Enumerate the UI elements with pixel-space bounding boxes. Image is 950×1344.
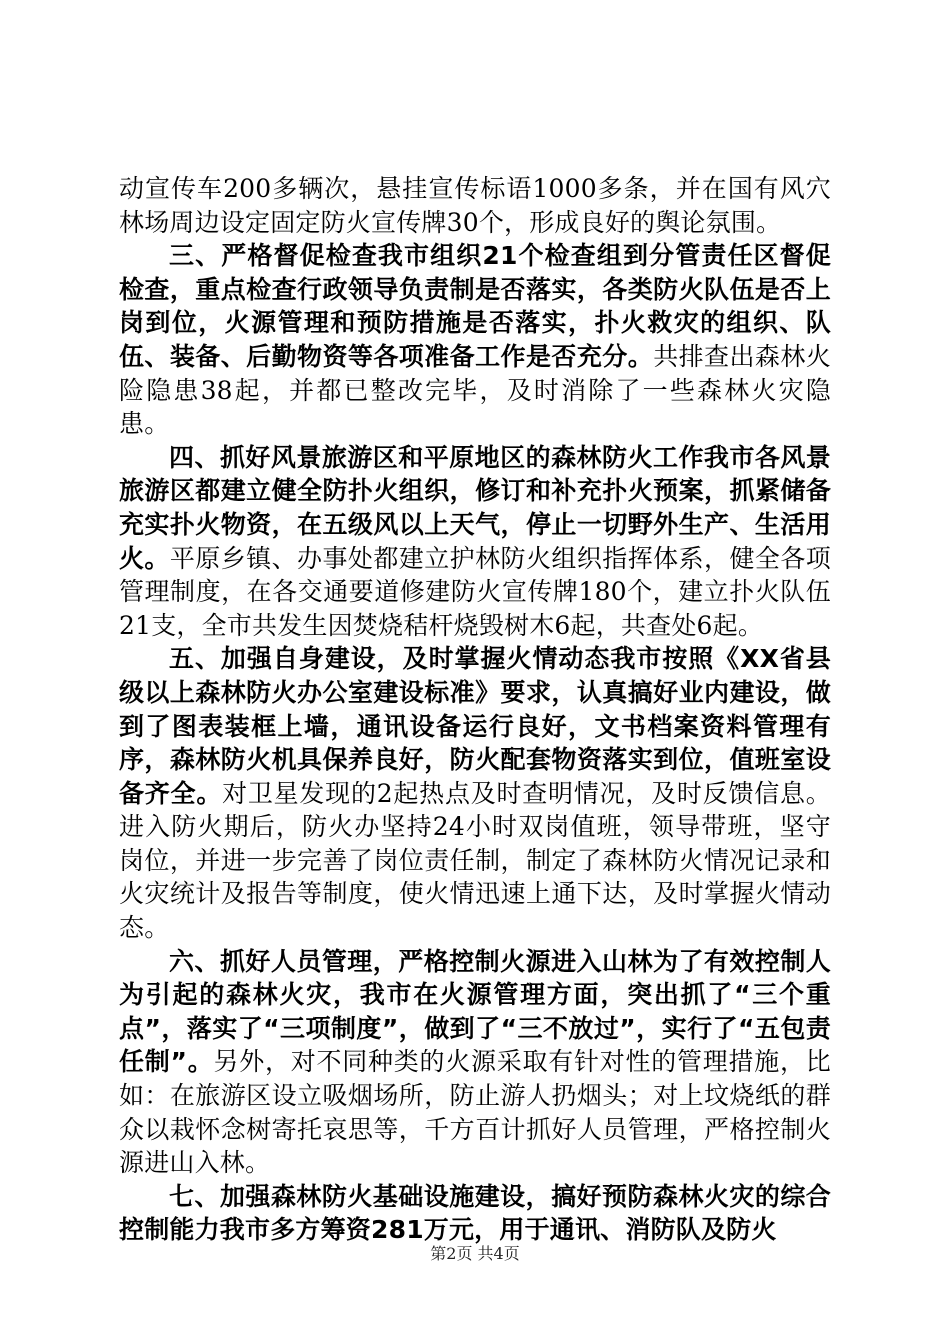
- page-number-label: 第2页 共4页: [430, 1244, 520, 1263]
- paragraph-text: 对卫星发现的2起热点及时查明情况，及时反馈信息。进入防火期后，防火办坚持24小时双岗值班，领导带班，坚守岗位，并进一步完善了岗位责任制，制定了森林防火情况记录和火灾统计及报告等制度，使火情迅速上通下达，及时掌握火情动态。: [119, 778, 831, 943]
- paragraph-section-4: [119, 441, 831, 643]
- paragraph-section-5: [119, 642, 831, 944]
- section-heading-3: 三、严格督促检查我市组织21个检查组到分管责任区督促检查，重点检查行政领导负责制是否落实，各类防火队伍是否上岗到位，火源管理和预防措施是否落实，扑火救灾的组织、队伍、装备、后勤物资等各项准备工作是否充分。: [119, 241, 831, 371]
- section-heading-4: 四、抓好风景旅游区和平原地区的森林防火工作我市各风景旅游区都建立健全防扑火组织，修订和补充扑火预案，抓紧储备充实扑火物资，在五级风以上天气，停止一切野外生产、生活用火。: [119, 442, 831, 573]
- paragraph-text: 平原乡镇、办事处都建立护林防火组织指挥体系，健全各项管理制度，在各交通要道修建防火宣传牌180个，建立扑火队伍21支，全市共发生因焚烧秸杆烧毁树木6起，共查处6起。: [119, 543, 831, 640]
- document-body: [119, 172, 831, 1247]
- section-heading-7: 七、加强森林防火基础设施建设，搞好预防森林火灾的综合控制能力我市多方筹资281万元，用于通讯、消防队及防火: [119, 1181, 831, 1245]
- paragraph-section-7: [119, 1180, 831, 1247]
- section-heading-5: 五、加强自身建设，及时掌握火情动态我市按照《XX省县级以上森林防火办公室建设标准》要求，认真搞好业内建设，做到了图表装框上墙，通讯设备运行良好，文书档案资料管理有序，森林防火机具保养良好，防火配套物资落实到位，值班室设备齐全。: [119, 644, 831, 808]
- page-footer: [0, 1244, 950, 1264]
- paragraph-text: 另外，对不同种类的火源采取有针对性的管理措施，比如：在旅游区设立吸烟场所，防止游人扔烟头；对上坟烧纸的群众以栽怀念树寄托哀思等，千方百计抓好人员管理，严格控制火源进山入林。: [119, 1047, 831, 1178]
- paragraph-continuation: [119, 172, 831, 239]
- paragraph-section-6: [119, 945, 831, 1180]
- paragraph-text: 共排查出森林火险隐患38起，并都已整改完毕，及时消除了一些森林火灾隐患。: [119, 341, 832, 439]
- section-heading-6: 六、抓好人员管理，严格控制火源进入山林为了有效控制人为引起的森林火灾，我市在火源管理方面，突出抓了“三个重点”，落实了“三项制度”，做到了“三不放过”，实行了“五包责任制”。: [119, 946, 831, 1077]
- paragraph-section-3: [119, 239, 831, 441]
- paragraph-text: 动宣传车200多辆次，悬挂宣传标语1000多条，并在国有风穴林场周边设定固定防火宣传牌30个，形成良好的舆论氛围。: [119, 174, 831, 237]
